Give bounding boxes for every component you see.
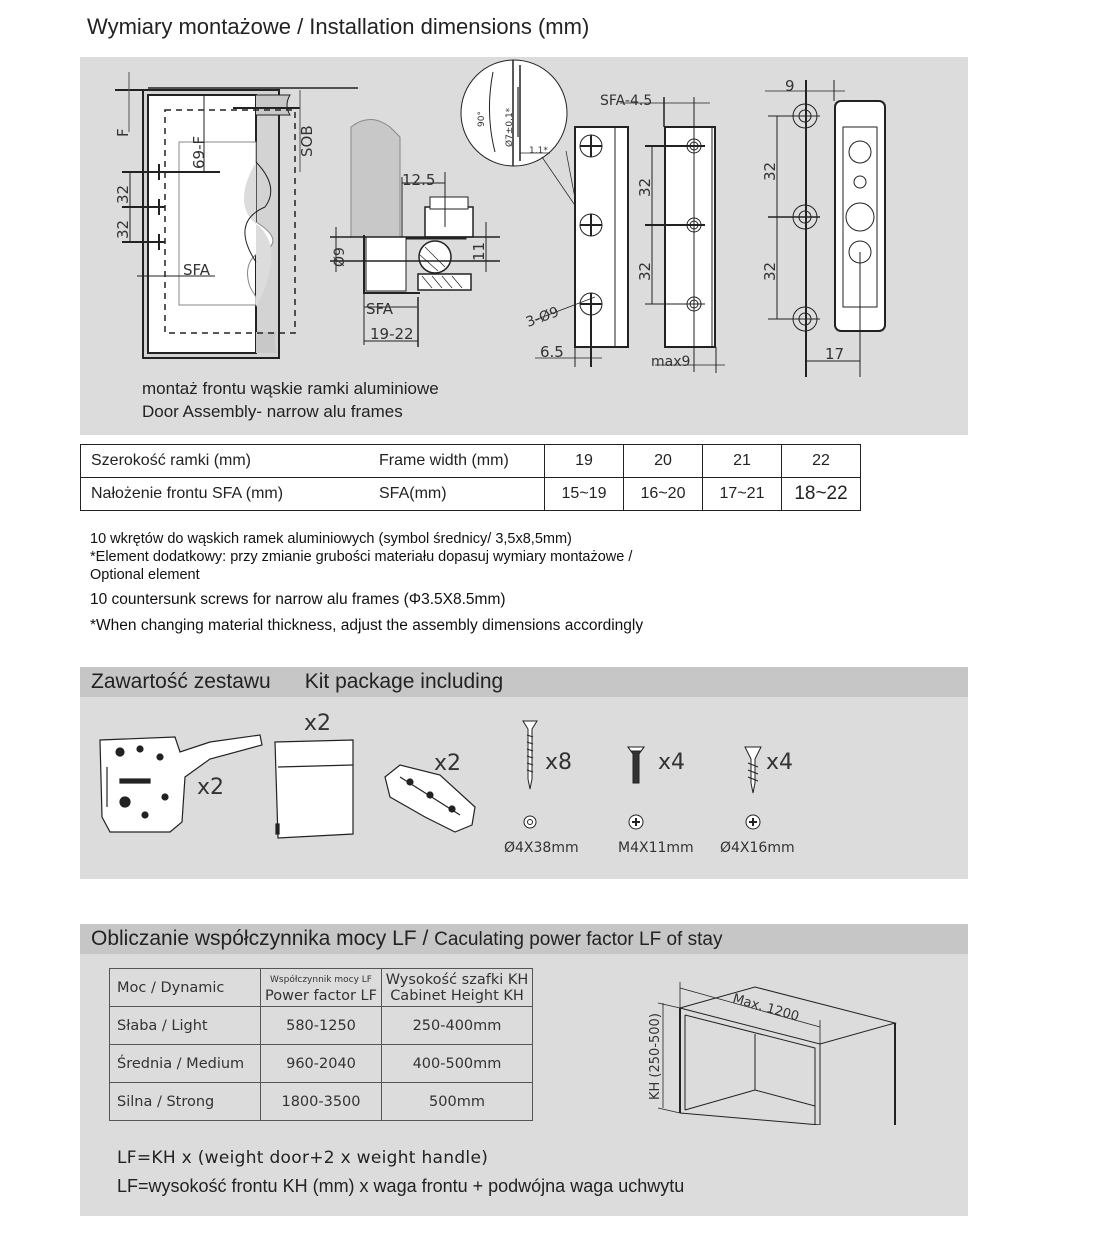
caption-en: Door Assembly- narrow alu frames — [142, 402, 403, 421]
note-en-1: 10 countersunk screws for narrow alu frames (Φ3.5X8.5mm) — [90, 591, 506, 608]
cabinet-drawing — [630, 960, 910, 1125]
kit-header-en: Kit package including — [304, 670, 504, 693]
table-cell: 22 — [782, 445, 861, 478]
row-label-pl: Szerokość ramki (mm) — [81, 445, 370, 478]
label-max9: max9 — [651, 354, 691, 370]
table-header-row — [110, 969, 533, 1007]
note-pl-2: *Element dodatkowy: przy zmianie grubości materiału dopasuj wymiary montażowe / — [90, 549, 633, 565]
frame-profile-drawing — [535, 97, 725, 373]
label-12-5: 12.5 — [402, 171, 436, 189]
cell-dynamic: Silna / Strong — [110, 1083, 261, 1121]
table-row — [110, 1045, 533, 1083]
kit-header-pl: Zawartość zestawu — [91, 670, 271, 693]
screw-short-icon — [745, 747, 761, 829]
power-header — [80, 924, 968, 954]
row-label-en: SFA(mm) — [369, 478, 545, 511]
header-power-factor-en: Power factor LF — [265, 987, 377, 1004]
label-19-22: 19-22 — [370, 325, 414, 343]
cell-lf: 960-2040 — [261, 1045, 382, 1083]
label-dia9: Ø9 — [332, 247, 348, 267]
qty-plate: x2 — [434, 751, 462, 776]
header-cabinet-height — [382, 969, 533, 1007]
label-sfa: SFA — [183, 261, 211, 279]
hole-detail-drawing — [461, 60, 585, 235]
qty-cover: x2 — [304, 711, 332, 736]
door-frame-drawing — [115, 72, 358, 358]
frame-width-table — [80, 444, 861, 511]
label-frame-32b: 32 — [636, 261, 654, 281]
header-dynamic: Moc / Dynamic — [110, 969, 261, 1007]
installation-caption — [142, 377, 439, 423]
label-69-f: 69-F — [190, 135, 208, 169]
label-plate-32b: 32 — [761, 261, 779, 281]
cell-lf: 580-1250 — [261, 1007, 382, 1045]
label-32b: 32 — [114, 219, 132, 239]
mounting-plate-drawing — [765, 80, 885, 377]
label-max-width: Max. 1200 — [730, 991, 801, 1025]
cell-dynamic: Słaba / Light — [110, 1007, 261, 1045]
label-17: 17 — [825, 345, 845, 363]
label-frame-32a: 32 — [636, 177, 654, 197]
note-en-2: *When changing material thickness, adjust the assembly dimensions accordingly — [90, 617, 644, 634]
screw-long-icon — [523, 721, 537, 828]
table-cell: 20 — [624, 445, 703, 478]
cell-kh: 250-400mm — [382, 1007, 533, 1045]
cell-lf: 1800-3500 — [261, 1083, 382, 1121]
notes — [90, 530, 643, 636]
header-power-factor-pl: Współczynnik mocy LF — [270, 974, 372, 985]
table-cell: 21 — [703, 445, 782, 478]
label-sfa-side: SFA — [366, 300, 394, 318]
label-9: 9 — [785, 77, 795, 95]
cell-kh: 500mm — [382, 1083, 533, 1121]
formula — [117, 1144, 684, 1200]
lift-mechanism-icon — [100, 735, 262, 832]
screw-metric-icon — [628, 747, 644, 829]
label-6-5: 6.5 — [540, 343, 564, 361]
table-cell: 18~22 — [782, 478, 861, 511]
cover-cap-icon — [275, 740, 353, 838]
cell-dynamic: Średnia / Medium — [110, 1045, 261, 1083]
mounting-plate-icon — [385, 765, 475, 832]
size-screw-short: Ø4X16mm — [720, 840, 795, 856]
header-cabinet-height-pl: Wysokość szafki KH — [385, 971, 529, 988]
row-label-pl: Nałożenie frontu SFA (mm) — [81, 478, 370, 511]
label-11: 11 — [470, 241, 488, 261]
power-header-en: Caculating power factor LF of stay — [434, 929, 723, 950]
profile-section-drawing — [330, 120, 500, 348]
label-sfa-minus: SFA-4.5 — [600, 93, 653, 109]
label-kh: KH (250-500) — [648, 1013, 663, 1100]
label-plate-32a: 32 — [761, 161, 779, 181]
cell-kh: 400-500mm — [382, 1045, 533, 1083]
table-cell: 16~20 — [624, 478, 703, 511]
caption-pl: montaż frontu wąskie ramki aluminiowe — [142, 379, 439, 398]
size-screw-long: Ø4X38mm — [504, 840, 579, 856]
kit-drawing — [80, 697, 968, 879]
label-sob: SOB — [298, 125, 316, 157]
table-row — [110, 1083, 533, 1121]
power-header-pl: Obliczanie współczynnika mocy LF / — [91, 927, 435, 950]
page-title: Wymiary montażowe / Installation dimensions (mm) — [87, 14, 590, 39]
size-screw-metric: M4X11mm — [618, 840, 694, 856]
table-cell: 17~21 — [703, 478, 782, 511]
table-row — [81, 445, 861, 478]
label-f: F — [114, 128, 132, 137]
kit-header — [80, 667, 968, 697]
label-hole-dia: Ø7±0.1* — [505, 107, 515, 147]
qty-screw-short: x4 — [766, 750, 794, 775]
table-cell: 19 — [545, 445, 624, 478]
label-angle: 90° — [477, 111, 487, 127]
note-pl-1: 10 wkrętów do wąskich ramek aluminiowych (symbol średnicy/ 3,5x8,5mm) — [90, 531, 572, 547]
qty-lift: x2 — [197, 775, 225, 800]
header-cabinet-height-en: Cabinet Height KH — [390, 987, 524, 1004]
qty-screw-metric: x4 — [658, 750, 686, 775]
table-row — [81, 478, 861, 511]
table-row — [110, 1007, 533, 1045]
qty-screw-long: x8 — [545, 750, 573, 775]
row-label-en: Frame width (mm) — [369, 445, 545, 478]
label-1-1: 1.1* — [529, 146, 548, 156]
note-pl-3: Optional element — [90, 567, 200, 583]
formula-en: LF=KH x (weight door+2 x weight handle) — [117, 1148, 489, 1168]
table-cell: 15~19 — [545, 478, 624, 511]
power-factor-table — [109, 968, 533, 1121]
label-32a: 32 — [114, 184, 132, 204]
label-3-dia9: 3-Ø9 — [523, 304, 562, 331]
header-power-factor — [261, 969, 382, 1007]
formula-pl: LF=wysokość frontu KH (mm) x waga frontu + podwójna waga uchwytu — [117, 1176, 685, 1196]
